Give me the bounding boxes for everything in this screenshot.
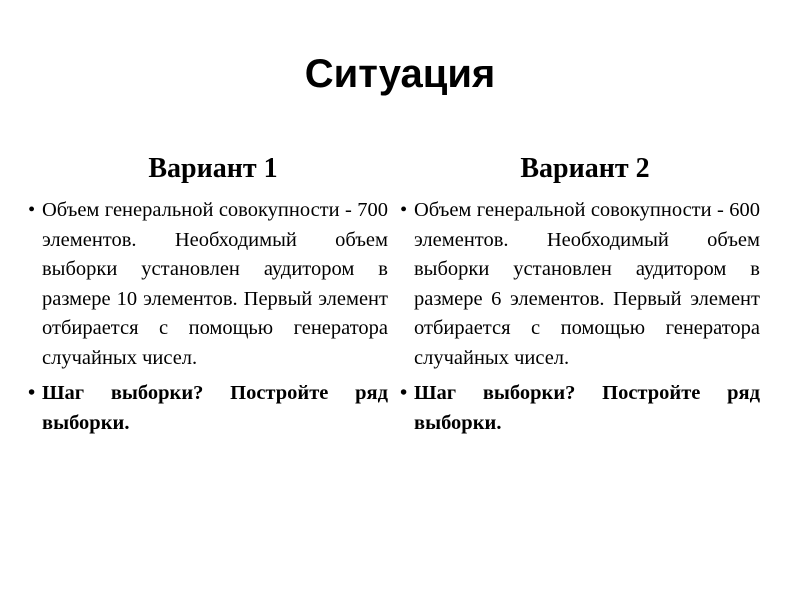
variant-1-heading: Вариант 1 xyxy=(148,153,278,184)
variant-2-task: • Шаг выборки? Постройте ряд выборки. xyxy=(400,379,760,438)
variant-2-description: • Объем генеральной совокупности - 600 элементов. Необходимый объем выборки установлен аудитором в размере 6 элементов. Первый элемент отбирается с помощью генератора случайных чисел. xyxy=(400,196,760,373)
variant-1-task: • Шаг выборки? Постройте ряд выборки. xyxy=(28,379,388,438)
slide-title: Ситуация xyxy=(304,52,496,96)
variant-2-heading: Вариант 2 xyxy=(520,153,650,184)
variant-2-column xyxy=(400,150,760,438)
variant-1-description: • Объем генеральной совокупности - 700 элементов. Необходимый объем выборки установлен аудитором в размере 10 элементов. Первый элемент отбирается с помощью генератора случайных чисел. xyxy=(28,196,388,373)
variant-1-column xyxy=(28,150,388,438)
